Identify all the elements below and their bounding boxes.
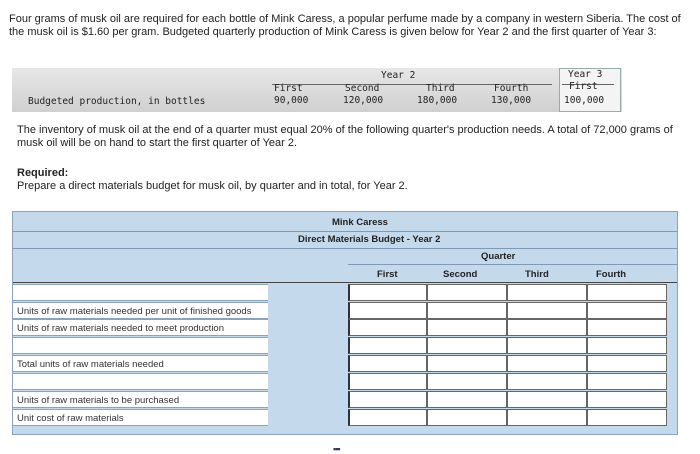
cell-r2-second[interactable] [427, 302, 507, 319]
budget-title: Direct Materials Budget - Year 2 [298, 234, 441, 245]
col-second: Second [443, 269, 478, 280]
header-divider-1 [13, 231, 677, 232]
q2-label: Second [345, 83, 380, 94]
q1-label: First [274, 83, 303, 94]
col-third: Third [525, 269, 549, 280]
q3-value: 180,000 [417, 95, 458, 106]
cell-r2-fourth[interactable] [587, 302, 667, 319]
year3-header: Year 3 [568, 69, 603, 80]
row-label-6 [13, 373, 268, 390]
cell-r5-first[interactable] [348, 355, 427, 372]
required-block [17, 167, 408, 193]
cell-r6-fourth[interactable] [587, 373, 667, 390]
cell-r8-third[interactable] [507, 409, 587, 426]
cell-r1-third[interactable] [507, 284, 587, 301]
production-row-label: Budgeted production, in bottles [28, 96, 206, 107]
intro-text: Four grams of musk oil are required for each bottle of Mink Caress, a popular perfume made by a company in western Siberia. The cost of the musk oil is $1.60 per gram. Budgeted quarterly production of Mink Caress is given below for Year 2 and the first quarter of Year 3: [9, 13, 681, 38]
row-label-8: Unit cost of raw materials [13, 409, 268, 426]
cell-r3-first[interactable] [348, 319, 427, 336]
cell-r3-third[interactable] [507, 319, 587, 336]
col-first: First [377, 269, 398, 280]
col-fourth: Fourth [596, 269, 627, 280]
budget-company: Mink Caress [332, 217, 388, 228]
cell-r8-second[interactable] [427, 409, 507, 426]
cell-r4-third[interactable] [507, 337, 587, 354]
quarter-underline [348, 264, 677, 265]
cell-r6-third[interactable] [507, 373, 587, 390]
production-table [12, 68, 622, 112]
q4-value: 130,000 [491, 95, 532, 106]
cell-r1-fourth[interactable] [587, 284, 667, 301]
cell-r6-first[interactable] [348, 373, 427, 390]
cell-r4-first[interactable] [348, 337, 427, 354]
quarter-header: Quarter [481, 251, 516, 262]
cell-r5-fourth[interactable] [587, 355, 667, 372]
cell-r7-fourth[interactable] [587, 391, 667, 408]
header-divider-2 [13, 248, 677, 249]
row-label-2: Units of raw materials needed per unit of finished goods [13, 302, 268, 319]
row-label-5: Total units of raw materials needed [13, 355, 268, 372]
q2-value: 120,000 [343, 95, 384, 106]
y3q1-label: First [569, 81, 598, 92]
row-label-3: Units of raw materials needed to meet production [13, 319, 268, 336]
more-indicator-icon: ▪▪▪ [333, 444, 340, 454]
cell-r3-second[interactable] [427, 319, 507, 336]
cell-r8-fourth[interactable] [587, 409, 667, 426]
required-title: Required: [17, 167, 69, 179]
row-label-4 [13, 337, 268, 354]
cell-r1-first[interactable] [348, 284, 427, 301]
header-bottom-line [13, 282, 677, 283]
cell-r7-third[interactable] [507, 391, 587, 408]
row-label-7: Units of raw materials to be purchased [13, 391, 268, 408]
cell-r7-first[interactable] [348, 391, 427, 408]
inventory-paragraph: The inventory of musk oil at the end of a quarter must equal 20% of the following quarter's production needs. A total of 72,000 grams of musk oil will be on hand to start the first quarter of Year 2. [17, 124, 673, 149]
cell-r2-third[interactable] [507, 302, 587, 319]
q4-label: Fourth [494, 83, 529, 94]
cell-r3-fourth[interactable] [587, 319, 667, 336]
cell-r2-first[interactable] [348, 302, 427, 319]
y3q1-value: 100,000 [564, 95, 605, 106]
cell-r5-third[interactable] [507, 355, 587, 372]
cell-r4-fourth[interactable] [587, 337, 667, 354]
q1-value: 90,000 [274, 95, 309, 106]
year2-header: Year 2 [381, 70, 416, 81]
cell-r5-second[interactable] [427, 355, 507, 372]
cell-r6-second[interactable] [427, 373, 507, 390]
cell-r8-first[interactable] [348, 409, 427, 426]
budget-table [12, 211, 678, 435]
required-text: Prepare a direct materials budget for musk oil, by quarter and in total, for Year 2. [17, 180, 408, 192]
row-label-1 [13, 284, 268, 301]
cell-r4-second[interactable] [427, 337, 507, 354]
cell-r7-second[interactable] [427, 391, 507, 408]
cell-r1-second[interactable] [427, 284, 507, 301]
q3-label: Third [426, 83, 455, 94]
